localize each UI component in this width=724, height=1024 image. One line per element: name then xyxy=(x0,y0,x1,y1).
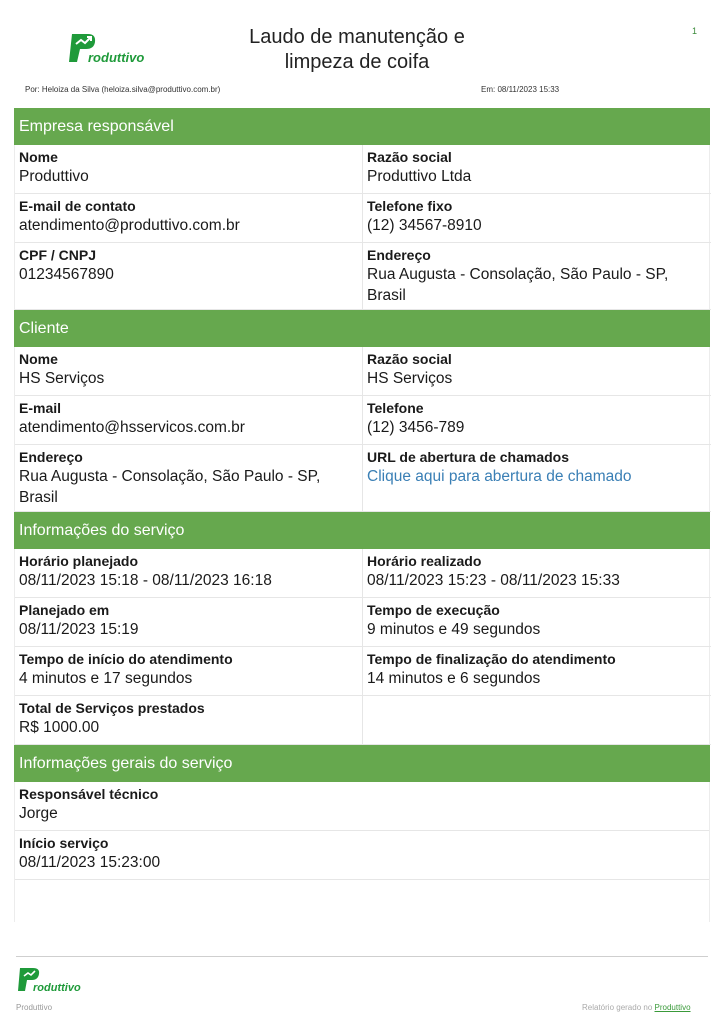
section-empresa-responsavel-header: Empresa responsável xyxy=(14,108,710,145)
report-content xyxy=(14,108,710,922)
field-label: Nome xyxy=(19,149,58,165)
footer-generated-note xyxy=(582,1003,691,1012)
field-label: E-mail xyxy=(19,400,62,416)
field-label: CPF / CNPJ xyxy=(19,247,97,263)
report-header xyxy=(0,0,724,100)
field-value: 08/11/2023 15:18 - 08/11/2023 16:18 xyxy=(19,572,272,589)
field-endereco xyxy=(362,243,711,310)
field-nome xyxy=(15,145,362,194)
field-endereco xyxy=(15,445,362,512)
field-label: URL de abertura de chamados xyxy=(367,449,570,465)
page-number: 1 xyxy=(692,26,698,36)
section-cliente-header: Cliente xyxy=(14,310,710,347)
open-ticket-link[interactable]: Clique aqui para abertura de chamado xyxy=(367,468,632,485)
field-value: 4 minutos e 17 segundos xyxy=(19,670,193,687)
field-value: 08/11/2023 15:23:00 xyxy=(19,854,161,871)
field-value: 01234567890 xyxy=(19,266,114,283)
field-label: Nome xyxy=(19,351,58,367)
section-informacoes-gerais-header: Informações gerais do serviço xyxy=(14,745,710,782)
field-label: Horário planejado xyxy=(19,553,139,569)
field-email-contato xyxy=(15,194,362,243)
field-label: Razão social xyxy=(367,149,452,165)
footer-produttivo-logo-icon xyxy=(16,966,90,994)
field-label: Endereço xyxy=(19,449,83,465)
field-planejado-em xyxy=(15,598,362,647)
produttivo-logo-icon xyxy=(66,32,156,66)
field-horario-realizado xyxy=(362,549,711,598)
field-label: Horário realizado xyxy=(367,553,482,569)
field-value: HS Serviços xyxy=(19,370,105,387)
field-value: 08/11/2023 15:19 xyxy=(19,621,139,638)
field-value: HS Serviços xyxy=(367,370,453,387)
produttivo-link[interactable]: Produttivo xyxy=(654,1003,691,1012)
field-label: Telefone fixo xyxy=(367,198,453,214)
field-telefone xyxy=(362,396,711,445)
field-value: Rua Augusta - Consolação, São Paulo - SP, Brasil xyxy=(19,468,321,506)
field-label: Tempo de início do atendimento xyxy=(19,651,233,667)
field-telefone-fixo xyxy=(362,194,711,243)
field-value: Produttivo xyxy=(19,168,89,185)
field-nome xyxy=(15,347,362,396)
field-label: Razão social xyxy=(367,351,452,367)
field-value: (12) 34567-8910 xyxy=(367,217,482,234)
field-label: Tempo de finalização do atendimento xyxy=(367,651,616,667)
section-informacoes-servico xyxy=(14,549,710,745)
field-value: 08/11/2023 15:23 - 08/11/2023 15:33 xyxy=(367,572,620,589)
field-email xyxy=(15,396,362,445)
field-cpf-cnpj xyxy=(15,243,362,310)
footer-divider xyxy=(16,956,708,957)
footer-brand-name: Produttivo xyxy=(16,1003,53,1012)
author-line: Por: Heloiza da Silva (heloiza.silva@produttivo.com.br) xyxy=(25,85,221,94)
field-razao-social xyxy=(362,347,711,396)
section-informacoes-servico-header: Informações do serviço xyxy=(14,512,710,549)
section-empresa-responsavel xyxy=(14,145,710,310)
title-line-2: limpeza de coifa xyxy=(284,51,430,73)
field-label: Início serviço xyxy=(19,835,109,851)
field-total-servicos xyxy=(15,696,362,745)
report-title xyxy=(200,25,514,75)
section-cliente xyxy=(14,347,710,512)
empty-cell xyxy=(362,696,711,745)
field-value: R$ 1000.00 xyxy=(19,719,100,736)
field-value: Jorge xyxy=(19,805,58,822)
field-value: 14 minutos e 6 segundos xyxy=(367,670,541,687)
field-label: Tempo de execução xyxy=(367,602,500,618)
section-informacoes-gerais xyxy=(14,782,710,880)
field-tempo-inicio-atendimento xyxy=(15,647,362,696)
field-label: Total de Serviços prestados xyxy=(19,700,205,716)
generated-date: Em: 08/11/2023 15:33 xyxy=(481,85,560,94)
field-razao-social xyxy=(362,145,711,194)
field-label: Responsável técnico xyxy=(19,786,159,802)
field-value: 9 minutos e 49 segundos xyxy=(367,621,541,638)
field-tempo-finalizacao-atendimento xyxy=(362,647,711,696)
field-inicio-servico xyxy=(15,831,709,880)
field-value: atendimento@produttivo.com.br xyxy=(19,217,240,234)
field-value: (12) 3456-789 xyxy=(367,419,465,436)
field-responsavel-tecnico xyxy=(15,782,709,831)
field-label: E-mail de contato xyxy=(19,198,136,214)
svg-text:roduttivo: roduttivo xyxy=(88,50,145,65)
field-label: Endereço xyxy=(367,247,431,263)
section-empty-space xyxy=(14,880,710,922)
field-value: Rua Augusta - Consolação, São Paulo - SP, Brasil xyxy=(367,266,669,304)
field-horario-planejado xyxy=(15,549,362,598)
field-label: Telefone xyxy=(367,400,424,416)
field-label: Planejado em xyxy=(19,602,110,618)
field-url-chamados xyxy=(362,445,711,512)
title-line-1: Laudo de manutenção e xyxy=(249,26,465,48)
field-value: atendimento@hsservicos.com.br xyxy=(19,419,245,436)
field-tempo-execucao xyxy=(362,598,711,647)
svg-text:roduttivo: roduttivo xyxy=(33,982,81,994)
generated-prefix: Relatório gerado no xyxy=(582,1003,655,1012)
field-value: Produttivo Ltda xyxy=(367,168,472,185)
